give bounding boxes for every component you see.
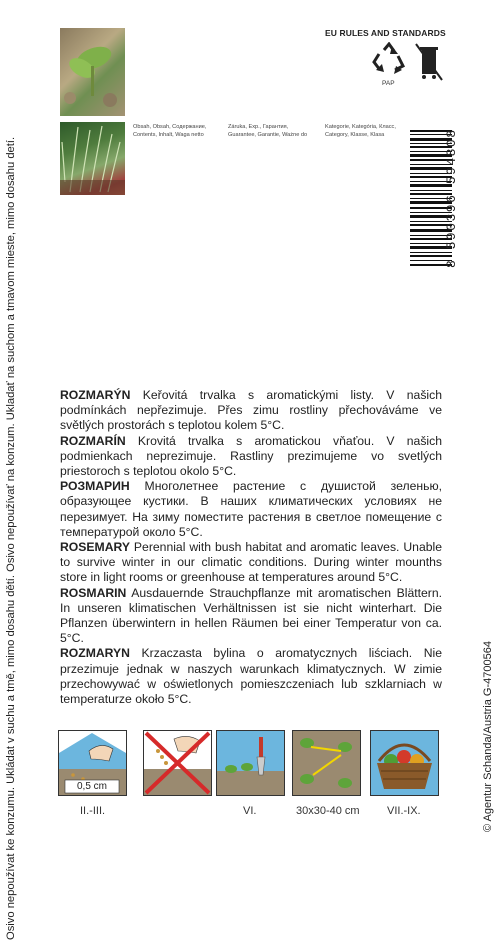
description-pl: ROZMARYN Krzaczasta bylina o aromatycznych liściach. Nie przezimuje jednak w naszych warunkach klimatycznych. W zimie przechowywać w oświetlonych pomieszczeniach lub szklarniach w temperaturze około 5°C.: [60, 646, 442, 707]
trash-bin-icon: [414, 42, 444, 82]
pap-label: PAP: [382, 80, 395, 87]
storage-instructions-vertical: Osivo nepoužívat ke konzumu. Ukládat v suchu a tmě, mimo dosahu dětí. Osivo nepoužívať na konzum. Ukladať na suchom a tmavom mieste, mimo dosahu detí.: [5, 136, 17, 940]
info-category: Kategorie, Kategória, Класс, Category, Klasse, Klasa: [325, 124, 396, 138]
seedling-photo: [60, 28, 125, 116]
description-de: ROSMARIN Ausdauernde Strauchpflanze mit aromatischen Blättern. In unseren klimatischen Verhältnissen ist sie nicht winterhart. Die Pflanzen überwintern in hellen Räumen bei einer Temperatur von ca. 5°C.: [60, 585, 442, 646]
no-direct-sowing-icon: [143, 730, 212, 796]
planting-month-label: VI.: [243, 805, 257, 817]
descriptions: [60, 388, 442, 707]
description-cz: ROZMARÝN Keřovitá trvalka s aromatickými listy. V našich podmínkách nepřezimuje. Přes zimu rostliny přechováváme ve světlých prostorách s teplotou kolem 5°C.: [60, 388, 442, 433]
description-ru: РОЗМАРИН Многолетнее растение с душистой зеленью, образующее кустики. В наших климатических условиях не перезимует. На зиму поместите растения в светлое помещение с температурой около 5°C.: [60, 479, 442, 539]
description-sk: ROZMARÍN Krovitá trvalka s aromatickou vňaťou. V našich podmienkach neprezimuje. Rastliny prezimujeme vo svetlých priestoroch s teplotou okolo 5°C.: [60, 433, 442, 479]
info-contents: Obsah, Obsah, Содержание, Contents, Inhalt, Waga netto: [133, 124, 207, 138]
recycling-icon: [372, 42, 406, 78]
sowing-depth-label: 0,5 cm: [76, 781, 107, 792]
barcode-digits: 8 590396 594808: [444, 128, 459, 268]
harvest-basket-icon: [370, 730, 439, 796]
spacing-label: 30x30-40 cm: [296, 805, 360, 817]
info-guarantee: Záruka, Exp., Гарантия, Guarantee, Garantie, Ważne do: [228, 124, 308, 138]
rosemary-photo: [60, 122, 125, 195]
planting-out-icon: [216, 730, 285, 796]
copyright-vertical: © Agentur Schanda/Austria G-4700564: [482, 641, 494, 832]
eu-standards-heading: EU RULES AND STANDARDS: [325, 28, 446, 38]
harvest-month-label: VII.-IX.: [387, 805, 421, 817]
spacing-icon: [292, 730, 361, 796]
description-en: ROSEMARY Perennial with bush habitat and aromatic leaves. Unable to survive winter in our climatic conditions. During winter mounths store in light rooms or greenhouse at temperatures around 5°C.: [60, 540, 442, 585]
sowing-month-label: II.-III.: [80, 805, 106, 817]
sowing-indoors-icon: [58, 730, 127, 796]
